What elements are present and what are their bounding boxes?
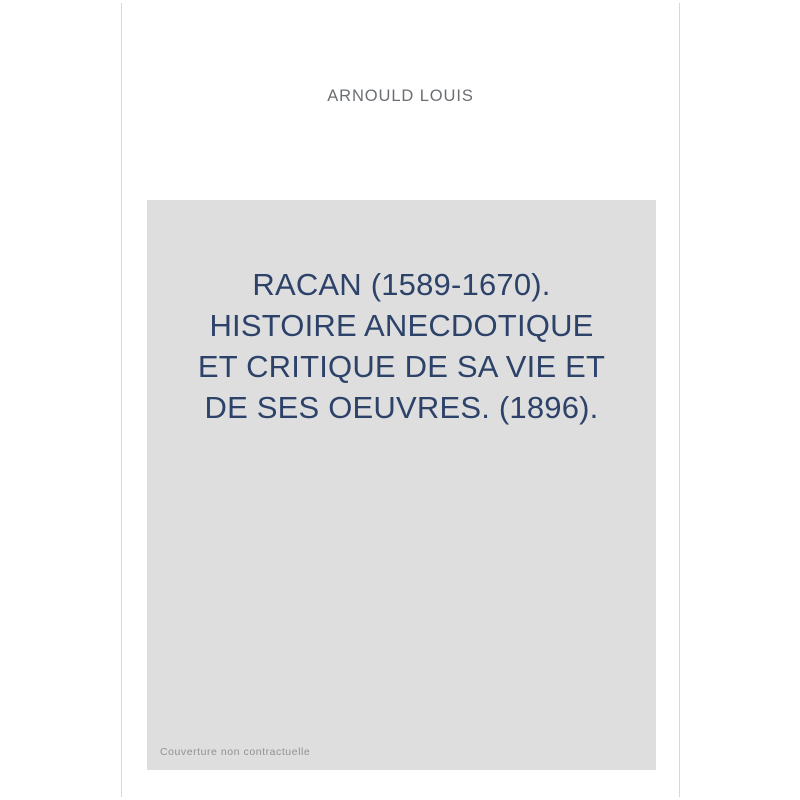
title-panel xyxy=(147,200,656,770)
cover-sheet xyxy=(121,3,680,797)
title-line-3: ET CRITIQUE DE SA VIE ET xyxy=(197,349,606,384)
book-title xyxy=(147,264,656,428)
title-line-1: RACAN (1589-1670). xyxy=(252,267,551,302)
title-line-4: DE SES OEUVRES. (1896). xyxy=(204,390,599,425)
cover-disclaimer: Couverture non contractuelle xyxy=(160,746,311,758)
author-name: ARNOULD LOUIS xyxy=(327,87,474,105)
title-line-2: HISTOIRE ANECDOTIQUE xyxy=(209,308,594,343)
